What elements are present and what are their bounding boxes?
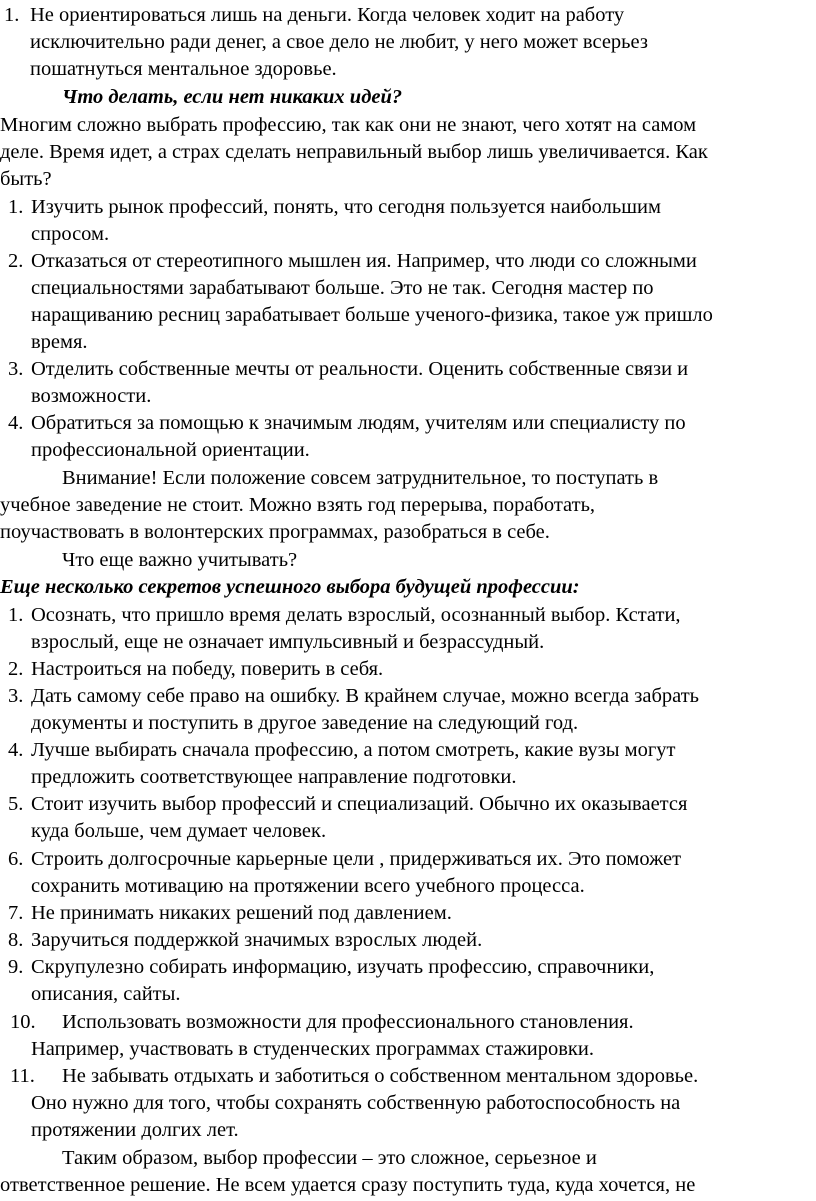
list-item-line: спросом. [31, 223, 110, 245]
list-item-line: описания, сайты. [31, 983, 181, 1005]
list-item-line: Не принимать никаких решений под давлением. [31, 902, 452, 924]
paragraph-line: быть? [0, 168, 52, 190]
list-item-line: Отказаться от стереотипного мышлен ия. Например, что люди со сложными [31, 250, 697, 272]
list-number: 4. [8, 739, 24, 761]
list-number: 2. [8, 250, 24, 272]
list-item-line: Строить долгосрочные карьерные цели , придерживаться их. Это поможет [31, 848, 682, 870]
paragraph-line: Таким образом, выбор профессии – это сложное, серьезное и [62, 1147, 597, 1169]
list-item-line: наращиванию ресниц зарабатывает больше ученого-физика, такое уж пришло [31, 304, 713, 326]
paragraph-line: учебное заведение не стоит. Можно взять год перерыва, поработать, [0, 494, 596, 516]
paragraph-line: Многим сложно выбрать профессию, так как они не знают, чего хотят на самом [0, 114, 697, 136]
list-item-line: специальностями зарабатывают больше. Это не так. Сегодня мастер по [31, 277, 654, 299]
paragraph-line: Внимание! Если положение совсем затруднительное, то поступать в [62, 467, 659, 489]
list-item-line: Отделить собственные мечты от реальности. Оценить собственные связи и [31, 358, 689, 380]
list-number: 3. [8, 685, 24, 707]
list-number: 6. [8, 848, 24, 870]
list-item-line: Дать самому себе право на ошибку. В крайнем случае, можно всегда забрать [31, 685, 700, 707]
list-number: 1. [4, 4, 20, 26]
list-item-line: возможности. [31, 385, 152, 407]
paragraph-line: ответственное решение. Не всем удается сразу поступить туда, куда хочется, не [0, 1174, 696, 1196]
list-item-line: Осознать, что пришло время делать взрослый, осознанный выбор. Кстати, [31, 604, 681, 626]
paragraph-line: деле. Время идет, а страх сделать неправильный выбор лишь увеличивается. Как [0, 141, 708, 163]
list-item-line: взрослый, еще не означает импульсивный и безрассудный. [31, 631, 545, 653]
list-number: 1. [8, 196, 24, 218]
list-number: 4. [8, 412, 24, 434]
list-item-line: предложить соответствующее направление подготовки. [31, 766, 517, 788]
list-item-line: Изучить рынок профессий, понять, что сегодня пользуется наибольшим [31, 196, 661, 218]
list-number: 8. [8, 929, 24, 951]
list-item-line: Лучше выбирать сначала профессию, а потом смотреть, какие вузы могут [31, 739, 676, 761]
paragraph-line: Что еще важно учитывать? [62, 549, 298, 571]
section-heading: Еще несколько секретов успешного выбора будущей профессии: [0, 576, 580, 598]
list-item-line: Оно нужно для того, чтобы сохранять собственную работоспособность на [31, 1092, 681, 1114]
list-number: 2. [8, 658, 24, 680]
list-item-line: профессиональной ориентации. [31, 439, 310, 461]
list-item-line: документы и поступить в другое заведение на следующий год. [31, 712, 579, 734]
list-number: 3. [8, 358, 24, 380]
list-item-line: Скрупулезно собирать информацию, изучать профессию, справочники, [31, 956, 655, 978]
list-item-line: Настроиться на победу, поверить в себя. [31, 658, 384, 680]
list-item-line: Заручиться поддержкой значимых взрослых людей. [31, 929, 483, 951]
list-item-line: сохранить мотивацию на протяжении всего учебного процесса. [31, 875, 585, 897]
list-item-line: куда больше, чем думает человек. [31, 820, 327, 842]
list-item-line: Не ориентироваться лишь на деньги. Когда человек ходит на работу [30, 4, 625, 26]
list-number: 1. [8, 604, 24, 626]
list-number: 9. [8, 956, 24, 978]
list-number: 10. [10, 1011, 36, 1033]
list-item-line: Использовать возможности для профессионального становления. [62, 1011, 634, 1033]
list-item-line: пошатнуться ментальное здоровье. [30, 58, 337, 80]
list-item-line: протяжении долгих лет. [31, 1119, 239, 1141]
list-number: 11. [10, 1065, 35, 1087]
list-item-line: Например, участвовать в студенческих программах стажировки. [31, 1038, 594, 1060]
section-heading: Что делать, если нет никаких идей? [62, 86, 403, 108]
list-number: 7. [8, 902, 24, 924]
list-item-line: исключительно ради денег, а свое дело не любит, у него может всерьез [30, 31, 648, 53]
list-item-line: Стоит изучить выбор профессий и специализаций. Обычно их оказывается [31, 793, 688, 815]
list-item-line: Обратиться за помощью к значимым людям, учителям или специалисту по [31, 412, 686, 434]
list-item-line: Не забывать отдыхать и заботиться о собственном ментальном здоровье. [62, 1065, 699, 1087]
paragraph-line: поучаствовать в волонтерских программах, разобраться в себе. [0, 521, 550, 543]
list-item-line: время. [31, 331, 88, 353]
list-number: 5. [8, 793, 24, 815]
